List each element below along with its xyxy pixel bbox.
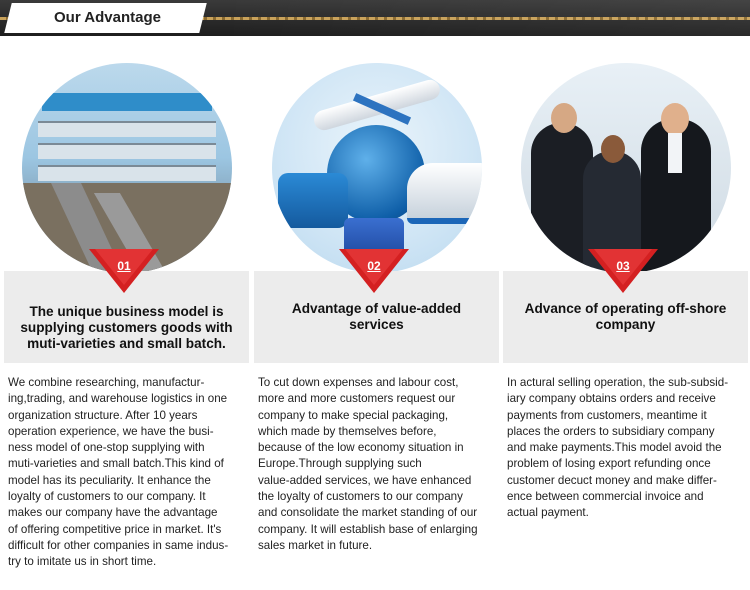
advantage-column-3	[503, 36, 748, 590]
description-line: organization structure. After 10 years	[8, 408, 198, 422]
advantage-heading: Advantage of value-added services	[291, 301, 462, 332]
business-handshake-photo	[521, 63, 731, 273]
description-line: customer decuct money and make differ-	[507, 473, 717, 487]
description-line: places the orders to subsidiary company	[507, 424, 715, 438]
advantage-description	[507, 375, 742, 522]
description-line: ness model of one-stop supplying with	[8, 441, 205, 455]
advantage-heading: The unique business model is supplying customers goods with muti-varieties and small batch.	[20, 304, 233, 351]
number-badge	[89, 249, 159, 293]
badge-number: 01	[117, 259, 131, 273]
advantage-description	[258, 375, 493, 554]
description-line: payments from customers, meantime it	[507, 408, 707, 422]
description-line: and consolidate the market standing of our	[258, 506, 478, 520]
description-line: because of the low economy situation in	[258, 441, 464, 455]
description-line: ence between commercial invoice and	[507, 490, 704, 504]
description-line: of offering competitive price in market. It's	[8, 522, 222, 536]
description-line: iary company obtains orders and receive	[507, 392, 716, 406]
description-line: company. It will establish base of enlarging	[258, 522, 478, 536]
logistics-transport-photo	[272, 63, 482, 273]
description-line: sales market in future.	[258, 538, 373, 552]
advantage-column-2	[254, 36, 499, 590]
description-line: and make payments.This model avoid the	[507, 441, 722, 455]
advantage-column-1	[4, 36, 249, 590]
number-badge	[588, 249, 658, 293]
description-line: company to make special packaging,	[258, 408, 449, 422]
description-line: We combine researching, manufactur-	[8, 376, 205, 389]
description-line: more and more customers request our	[258, 392, 456, 406]
badge-number: 03	[616, 259, 630, 273]
description-line: To cut down expenses and labour cost,	[258, 376, 459, 389]
header-texture	[210, 0, 750, 36]
description-line: actual payment.	[507, 506, 589, 520]
badge-number: 02	[367, 259, 381, 273]
advantage-heading: Advance of operating off-shore company	[524, 301, 727, 332]
number-badge	[339, 249, 409, 293]
description-line: model has its peculiarity. It enhance the	[8, 473, 211, 487]
description-line: the loyalty of customers to our company	[258, 490, 463, 504]
description-line: loyalty of customers to our company. It	[8, 490, 206, 504]
section-header-bar	[0, 0, 750, 36]
description-line: Europe.Through supplying such	[258, 457, 422, 471]
description-line: difficult for other companies in same indus-	[8, 538, 229, 552]
description-line: muti-varieties and small batch.This kind of	[8, 457, 224, 471]
description-line: operation experience, we have the busi-	[8, 424, 214, 438]
description-line: problem of losing export refunding once	[507, 457, 711, 471]
description-line: try to imitate us in short time.	[8, 555, 157, 569]
warehouse-showroom-photo	[22, 63, 232, 273]
advantage-description	[8, 375, 243, 571]
description-line: value-added services, we have enhanced	[258, 473, 472, 487]
section-title: Our Advantage	[54, 9, 161, 26]
description-line: ing,trading, and warehouse logistics in one	[8, 392, 228, 406]
description-line: which made by themselves before,	[258, 424, 437, 438]
description-line: makes our company have the advantage	[8, 506, 218, 520]
description-line: In actural selling operation, the sub-subsid-	[507, 376, 729, 389]
